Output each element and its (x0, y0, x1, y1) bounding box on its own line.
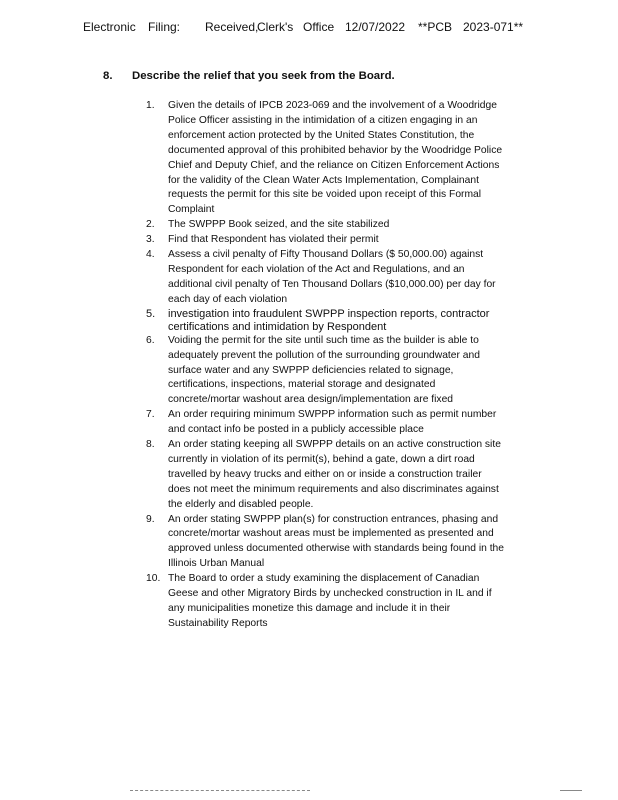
header-case-number: 2023-071** (463, 20, 524, 34)
relief-list (146, 99, 506, 632)
list-item-text: Assess a civil penalty of Fifty Thousand Dollars ($ 50,000.00) against Respondent for each violation of the Act and Regulations, and an additional civil penalty of Ten Thousand Dollars ($10,000.00) per day for each day of each violation (168, 249, 496, 305)
list-item-number: 4. (146, 249, 155, 261)
list-item-text: The Board to order a study examining the displacement of Canadian Geese and other Migratory Birds by unchecked construction in IL and if any municipalities monetize this damage and include it in their Sustainability Reports (168, 573, 492, 629)
header-date: 12/07/2022 (345, 20, 406, 34)
list-item-number: 2. (146, 219, 155, 231)
list-item (146, 233, 506, 248)
list-item-number: 3. (146, 234, 155, 246)
page-footer-mark-right (560, 790, 582, 793)
list-item (146, 334, 506, 409)
list-item-text: An order requiring minimum SWPPP information such as permit number and contact info be posted in a publicly accessible place (168, 409, 497, 436)
list-item (146, 248, 506, 308)
filing-header (0, 20, 618, 38)
list-item (146, 513, 506, 573)
list-item-number: 7. (146, 409, 155, 421)
list-item-text: Given the details of IPCB 2023-069 and the involvement of a Woodridge Police Officer assisting in the intimidation of a citizen engaging in an enforcement action protected by the United States Constitution, the documented approval of this prohibited behavior by the Woodridge Police Chief and Deputy Chief, and the reliance on Citizen Enforcement Actions for the validity of the Clean Water Acts Implementation, Complainant requests the permit for this site be voided upon receipt of this Formal Complaint (168, 100, 503, 216)
list-item (146, 308, 506, 334)
list-item (146, 99, 506, 218)
header-word-office: Office (303, 20, 335, 34)
list-item-number: 5. (146, 307, 156, 320)
list-item (146, 408, 506, 438)
list-item (146, 218, 506, 233)
list-item-number: 1. (146, 100, 155, 111)
list-item-text: investigation into fraudulent SWPPP inspection reports, contractor certifications and intimidation by Respondent (168, 307, 490, 333)
section-number: 8. (103, 70, 113, 82)
header-case-label: **PCB (418, 20, 453, 34)
list-item-text: Voiding the permit for the site until such time as the builder is able to adequately prevent the pollution of the surrounding groundwater and surface water and any SWPPP deficiencies related to signage, certifications, inspections, material storage and designated concrete/mortar washout area design/implementation are fixed (168, 334, 480, 406)
list-item (146, 438, 506, 513)
list-item-number: 10. (146, 573, 161, 585)
list-item-number: 9. (146, 513, 155, 525)
list-item-text: An order stating SWPPP plan(s) for construction entrances, phasing and concrete/mortar washout areas must be implemented as presented and approved unless documented otherwise with standards being found in the Illinois Urban Manual (168, 513, 505, 570)
list-item (146, 572, 506, 632)
header-word-clerks: Clerk's (257, 20, 294, 34)
header-word-electronic: Electronic (83, 20, 136, 34)
list-item-number: 8. (146, 439, 155, 451)
page-footer-mark (130, 790, 310, 793)
header-word-filing: Filing: (148, 20, 181, 34)
list-item-text: An order stating keeping all SWPPP details on an active construction site currently in violation of its permit(s), behind a gate, down a dirt road travelled by heavy trucks and either on or inside a construction trailer does not meet the minimum requirements and also discriminates against the elderly and disabled people. (168, 439, 501, 510)
list-item-text: Find that Respondent has violated their permit (168, 234, 379, 246)
list-item-text: The SWPPP Book seized, and the site stabilized (168, 219, 390, 231)
section-title: Describe the relief that you seek from the Board. (132, 70, 395, 82)
header-word-received: Received, (205, 20, 259, 34)
list-item-number: 6. (146, 334, 155, 346)
